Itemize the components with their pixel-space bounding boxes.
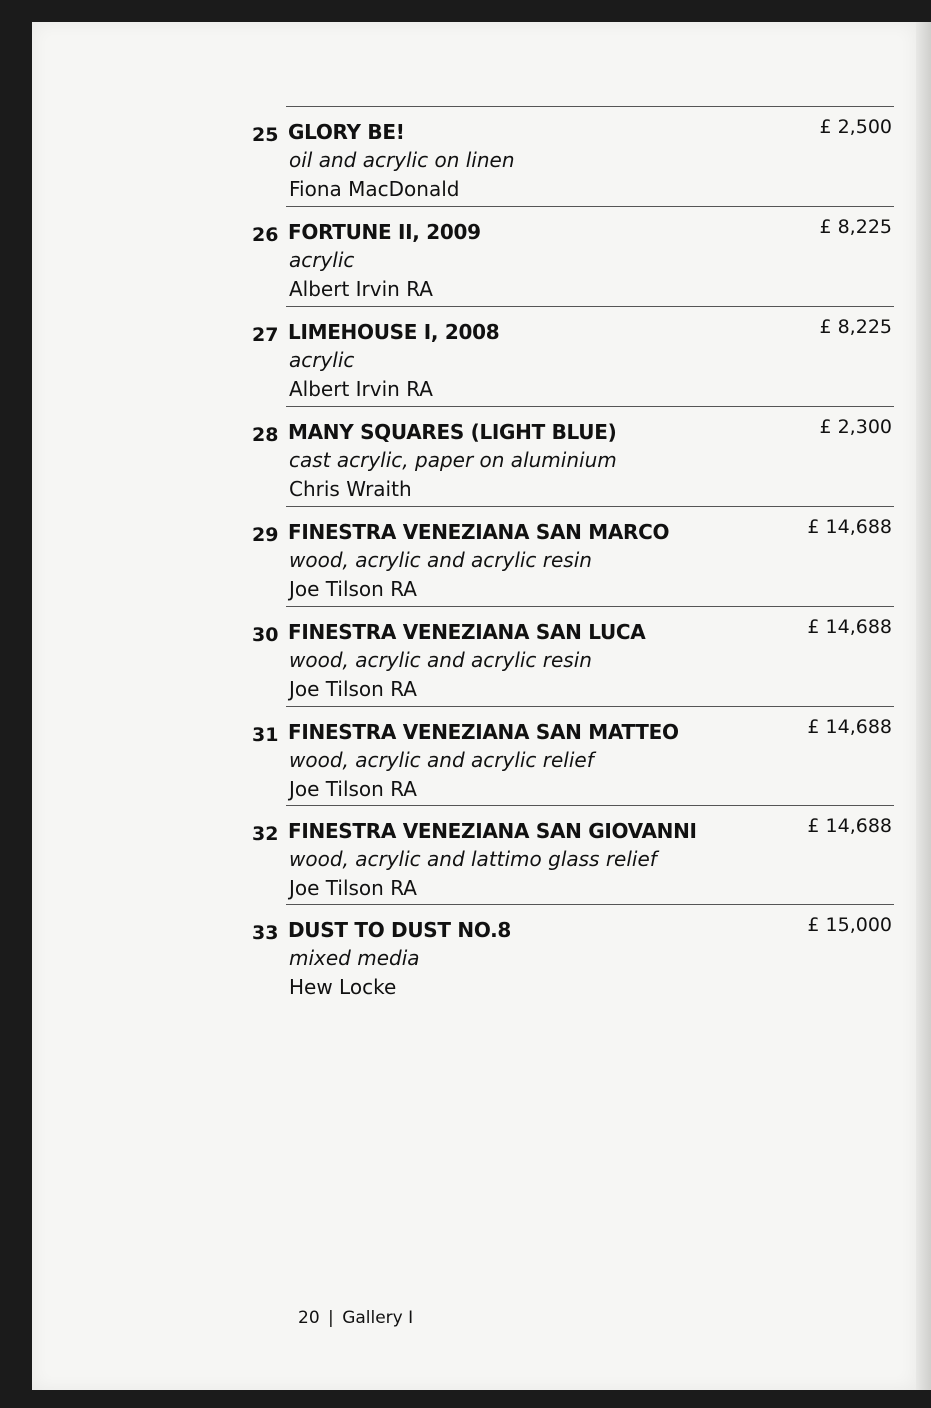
entry-medium: wood, acrylic and acrylic resin [289, 648, 592, 672]
entry-artist: Joe Tilson RA [289, 577, 417, 601]
catalogue-entry [32, 904, 916, 1003]
entry-divider [286, 506, 894, 507]
entry-price: £ 8,225 [819, 216, 892, 238]
entry-medium: oil and acrylic on linen [289, 148, 515, 172]
entry-artist: Joe Tilson RA [289, 876, 417, 900]
entry-divider [286, 706, 894, 707]
entry-price: £ 15,000 [807, 914, 892, 936]
entry-medium: wood, acrylic and acrylic relief [289, 748, 594, 772]
entry-title: MANY SQUARES (LIGHT BLUE) [288, 420, 617, 444]
entry-number: 25 [252, 124, 279, 146]
entry-artist: Fiona MacDonald [289, 177, 460, 201]
entry-number: 27 [252, 324, 279, 346]
footer-separator: | [328, 1308, 334, 1328]
page-edge [916, 22, 931, 1390]
catalogue-entry [32, 506, 916, 605]
entry-price: £ 2,300 [819, 416, 892, 438]
entry-price: £ 8,225 [819, 316, 892, 338]
entry-artist: Hew Locke [289, 975, 397, 999]
entry-divider [286, 106, 894, 107]
entry-number: 31 [252, 724, 279, 746]
entry-title: FINESTRA VENEZIANA SAN GIOVANNI [288, 819, 697, 843]
entry-number: 26 [252, 224, 279, 246]
entry-price: £ 14,688 [807, 516, 892, 538]
page-number: 20 [298, 1308, 320, 1328]
entry-title: DUST TO DUST NO.8 [288, 918, 512, 942]
entry-divider [286, 904, 894, 905]
entry-medium: acrylic [289, 248, 355, 272]
catalogue-entry [32, 206, 916, 305]
page-footer [298, 1308, 413, 1328]
entry-divider [286, 406, 894, 407]
entry-title: FINESTRA VENEZIANA SAN LUCA [288, 620, 646, 644]
entry-medium: wood, acrylic and acrylic resin [289, 548, 592, 572]
entry-medium: mixed media [289, 946, 420, 970]
catalogue-entry [32, 306, 916, 405]
entry-artist: Albert Irvin RA [289, 277, 433, 301]
entry-title: LIMEHOUSE I, 2008 [288, 320, 500, 344]
entry-title: GLORY BE! [288, 120, 405, 144]
entry-medium: acrylic [289, 348, 355, 372]
entry-medium: wood, acrylic and lattimo glass relief [289, 847, 657, 871]
entry-number: 32 [252, 823, 279, 845]
catalogue-page [32, 22, 916, 1390]
catalogue-entry [32, 406, 916, 505]
entry-divider [286, 606, 894, 607]
catalogue-entry [32, 805, 916, 904]
entry-artist: Joe Tilson RA [289, 777, 417, 801]
entry-artist: Albert Irvin RA [289, 377, 433, 401]
catalogue-entry [32, 706, 916, 805]
entry-number: 29 [252, 524, 279, 546]
entry-title: FINESTRA VENEZIANA SAN MARCO [288, 520, 670, 544]
catalogue-entry [32, 106, 916, 205]
catalogue-entry [32, 606, 916, 705]
entry-artist: Joe Tilson RA [289, 677, 417, 701]
entry-price: £ 14,688 [807, 716, 892, 738]
entry-divider [286, 206, 894, 207]
section-name: Gallery I [342, 1308, 414, 1328]
entry-number: 33 [252, 922, 279, 944]
entry-price: £ 2,500 [819, 116, 892, 138]
entry-number: 28 [252, 424, 279, 446]
entry-divider [286, 306, 894, 307]
entry-number: 30 [252, 624, 279, 646]
entry-divider [286, 805, 894, 806]
entry-price: £ 14,688 [807, 616, 892, 638]
entry-title: FINESTRA VENEZIANA SAN MATTEO [288, 720, 679, 744]
entry-price: £ 14,688 [807, 815, 892, 837]
entry-medium: cast acrylic, paper on aluminium [289, 448, 617, 472]
entry-artist: Chris Wraith [289, 477, 412, 501]
entry-title: FORTUNE II, 2009 [288, 220, 481, 244]
